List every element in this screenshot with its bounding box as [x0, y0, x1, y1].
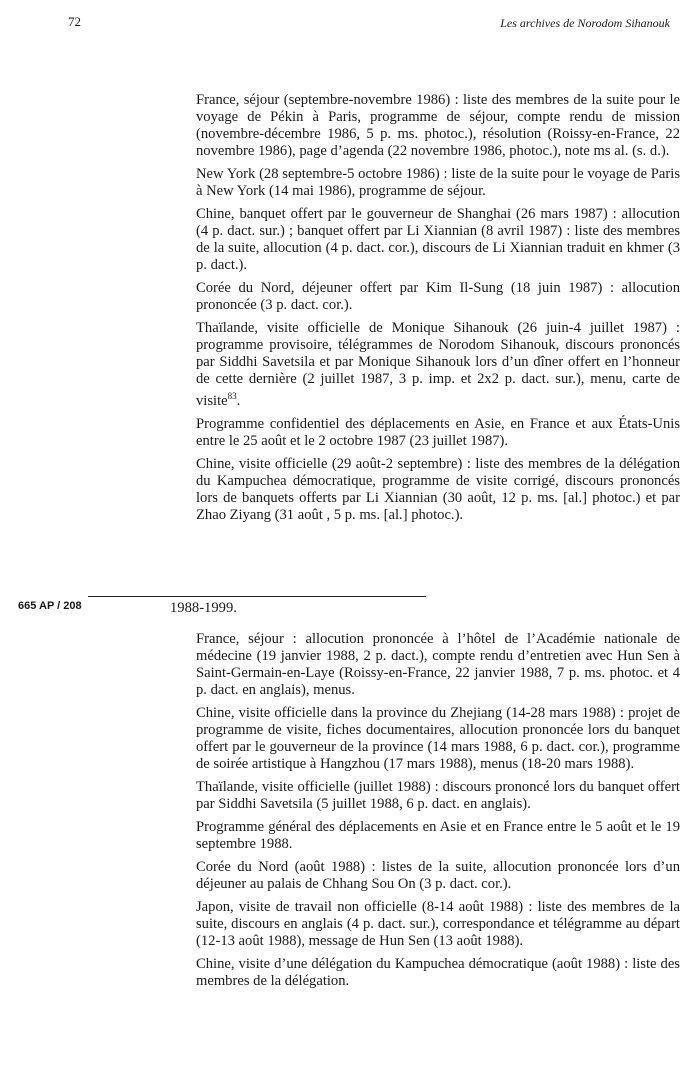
entry-end-punct: . — [236, 392, 241, 409]
entries-section-b — [196, 631, 680, 996]
entry-thailande-1988: Thaïlande, visite officielle (juillet 1988) : discours prononcé lors du banquet offert par Siddhi Savetsila (5 juillet 1988, 6 p. dact. en anglais). — [196, 779, 680, 812]
entries-section-a — [196, 92, 680, 530]
entry-thailande-1987 — [196, 320, 680, 410]
entry-chine-shanghai-1987: Chine, banquet offert par le gouverneur de Shanghai (26 mars 1987) : allocution (4 p. dact. sur.) ; banquet offert par Li Xiannian (8 avril 1987) : liste des membres de la suite, allocution (4 p. dact. cor.), discours de Li Xiannian traduit en khmer (3 p. dact.). — [196, 206, 680, 273]
entry-new-york-1986: New York (28 septembre-5 octobre 1986) : liste de la suite pour le voyage de Paris à New York (14 mai 1986), programme de séjour. — [196, 166, 680, 199]
entry-coree-nord-1987: Corée du Nord, déjeuner offert par Kim Il-Sung (18 juin 1987) : allocution prononcée (3 p. dact. cor.). — [196, 280, 680, 313]
entry-chine-zhejiang-1988: Chine, visite officielle dans la province du Zhejiang (14-28 mars 1988) : projet de programme de visite, fiches documentaires, allocution prononcée lors du banquet offert par le gouverneur de la province (14 mars 1988, 6 p. dact. cor.), programme de soirée artistique à Hangzhou (17 mars 1988), menus (18-20 mars 1988). — [196, 705, 680, 772]
entry-programme-general-1988: Programme général des déplacements en Asie et en France entre le 5 août et le 19 septembre 1988. — [196, 819, 680, 852]
page-number: 72 — [68, 14, 81, 29]
entry-programme-confidentiel-1987: Programme confidentiel des déplacements en Asie, en France et aux États-Unis entre le 25 août et le 2 octobre 1987 (23 juillet 1987). — [196, 415, 680, 449]
entry-coree-nord-1988: Corée du Nord (août 1988) : listes de la suite, allocution prononcée lors d’un déjeuner au palais de Chhang Sou On (3 p. dact. cor.). — [196, 859, 680, 892]
entry-japon-1988: Japon, visite de travail non officielle (8-14 août 1988) : liste des membres de la suite, discours en anglais (4 p. dact. sur.), correspondance et télégramme au départ (12-13 août 1988), message de Hun Sen (13 août 1988). — [196, 899, 680, 949]
entry-chine-visite-1987: Chine, visite officielle (29 août-2 septembre) : liste des membres de la délégation du Kampuchea démocratique, programme de visite corrigé, discours prononcés lors de banquets offerts par Li Xiannian (30 août, 12 p. ms. [al.] photoc.) et par Zhao Ziyang (31 août , 5 p. ms. [al.] photoc.). — [196, 455, 680, 523]
running-header: Les archives de Norodom Sihanouk — [500, 16, 670, 30]
section-divider — [88, 596, 426, 597]
entry-france-1986: France, séjour (septembre-novembre 1986) : liste des membres de la suite pour le voyage de Pékin à Paris, programme de séjour, compte rendu de mission (novembre-décembre 1986, 5 p. ms. photoc.), résolution (Roissy-en-France, 22 novembre 1986), page d’agenda (22 novembre 1986, photoc.), note ms al. (s. d.). — [196, 92, 680, 159]
entry-france-1988: France, séjour : allocution prononcée à l’hôtel de l’Académie nationale de médecine (19 janvier 1988, 2 p. dact.), compte rendu d’entretien avec Hun Sen à Saint-Germain-en-Laye (Roissy-en-France, 22 janvier 1988, 7 p. ms. photoc. et 4 p. dact. en anglais), menus. — [196, 631, 680, 698]
archive-cote: 665 AP / 208 — [18, 600, 82, 612]
entry-thailande-1987-text: Thaïlande, visite officielle de Monique Sihanouk (26 juin-4 juillet 1987) : programme provisoire, télégrammes de Norodom Sihanouk, discours prononcés par Siddhi Savetsila et par Monique Sihanouk lors d’un dîner offert en l’honneur de cette dernière (2 juillet 1987, 3 p. imp. et 2x2 p. dact. sur.), menu, carte de visite — [196, 320, 680, 409]
footnote-ref: 83 — [227, 391, 237, 401]
archive-dates: 1988-1999. — [170, 600, 237, 616]
entry-chine-delegation-1988: Chine, visite d’une délégation du Kampuchea démocratique (août 1988) : liste des membres de la délégation. — [196, 956, 680, 989]
